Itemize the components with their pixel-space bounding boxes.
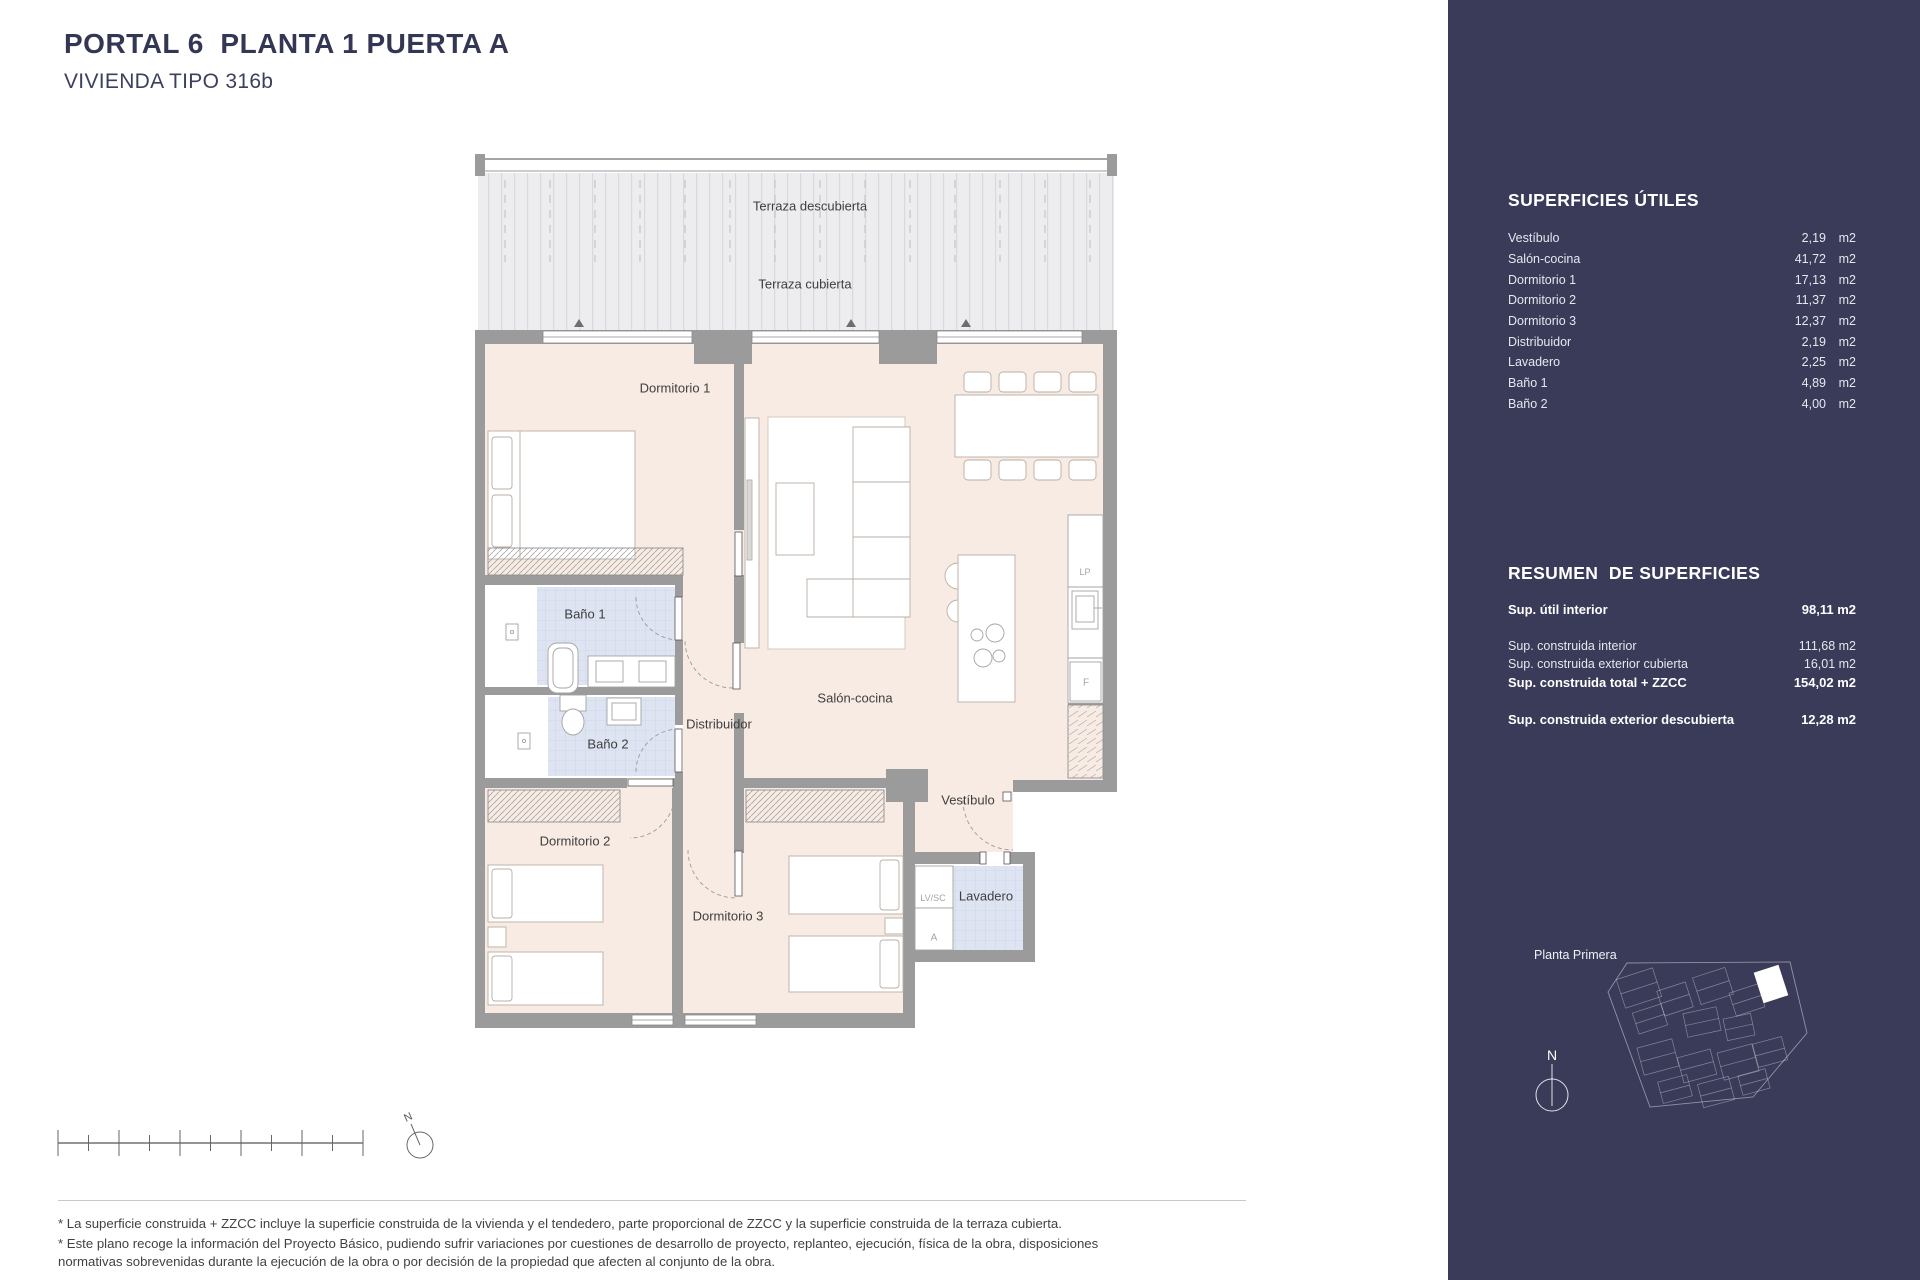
label-vestibulo: Vestíbulo <box>941 792 995 808</box>
north-arrow <box>402 1110 433 1158</box>
superficies-row: Dormitorio 2 11,37 m2 <box>1508 293 1856 308</box>
footnote-3: normativas sobrevenidas durante la ejecución de la obra o por decisión de la propiedad que afecten al conjunto de la obra. <box>58 1254 775 1269</box>
resumen-row: Sup. útil interior 98,11 m2 <box>1508 601 1856 617</box>
label-dormitorio-3: Dormitorio 3 <box>692 908 764 924</box>
svg-text:N: N <box>402 1110 415 1125</box>
terrace <box>475 154 1117 330</box>
resumen-row: Sup. construida exterior descubierta 12,28 m2 <box>1508 711 1856 727</box>
superficies-row: Lavadero 2,25 m2 <box>1508 355 1856 370</box>
footnote-2: * Este plano recoge la información del Proyecto Básico, pudiendo sufrir variaciones por cuestiones de desarrollo de proyecto, replanteo, ejecución, física de la obra, disposiciones <box>58 1236 1099 1251</box>
label-dormitorio-1: Dormitorio 1 <box>639 380 711 396</box>
resumen-row: Sup. construida exterior cubierta 16,01 m2 <box>1508 657 1856 671</box>
label-terraza-descubierta: Terraza descubierta <box>752 198 868 214</box>
label-dormitorio-2: Dormitorio 2 <box>539 833 611 849</box>
superficies-row: Dormitorio 3 12,37 m2 <box>1508 314 1856 329</box>
label-terraza-cubierta: Terraza cubierta <box>758 276 852 292</box>
bottom-windows <box>632 1015 756 1025</box>
label-salon-cocina: Salón-cocina <box>817 690 893 706</box>
summary-sidebar <box>1448 0 1920 1280</box>
label-f: F <box>1082 677 1090 689</box>
highlighted-unit <box>1754 965 1789 1003</box>
page-title: PORTAL 6 PLANTA 1 PUERTA A <box>64 28 510 59</box>
superficies-row: Dormitorio 1 17,13 m2 <box>1508 272 1856 287</box>
resumen-row: Sup. construida interior 111,68 m2 <box>1508 639 1856 653</box>
scale-bar-and-north <box>50 1108 440 1180</box>
footnote-1: * La superficie construida + ZZCC incluye la superficie construida de la vivienda y el tendedero, parte proporcional de ZZCC y la superficie construida de la terraza cubierta. <box>58 1216 1062 1231</box>
label-lp: LP <box>1079 567 1091 577</box>
floor-plan <box>475 150 1120 1035</box>
superficies-row: Baño 1 4,89 m2 <box>1508 376 1856 391</box>
resumen-heading: RESUMEN DE SUPERFICIES <box>1508 563 1761 583</box>
label-bano-2: Baño 2 <box>587 736 629 752</box>
label-bano-1: Baño 1 <box>564 606 606 622</box>
footer-divider <box>58 1200 1246 1201</box>
label-lavadero: Lavadero <box>958 888 1014 904</box>
resumen-row: Sup. construida total + ZZCC 154,02 m2 <box>1508 674 1856 690</box>
site-plan <box>1500 948 1830 1123</box>
label-lv-sc: LV/SC <box>920 893 946 903</box>
superficies-heading: SUPERFICIES ÚTILES <box>1508 190 1699 210</box>
label-a: A <box>930 932 938 944</box>
svg-text:N: N <box>1546 1047 1558 1063</box>
site-plan-label: Planta Primera <box>1534 948 1617 962</box>
superficies-list <box>1508 228 1856 414</box>
superficies-row: Distribuidor 2,19 m2 <box>1508 334 1856 349</box>
superficies-row: Salón-cocina 41,72 m2 <box>1508 252 1856 267</box>
label-distribuidor: Distribuidor <box>686 716 752 732</box>
site-north-arrow <box>1536 1047 1568 1111</box>
page-subtitle: VIVIENDA TIPO 316b <box>64 70 274 93</box>
superficies-row: Vestíbulo 2,19 m2 <box>1508 231 1856 246</box>
superficies-row: Baño 2 4,00 m2 <box>1508 396 1856 411</box>
